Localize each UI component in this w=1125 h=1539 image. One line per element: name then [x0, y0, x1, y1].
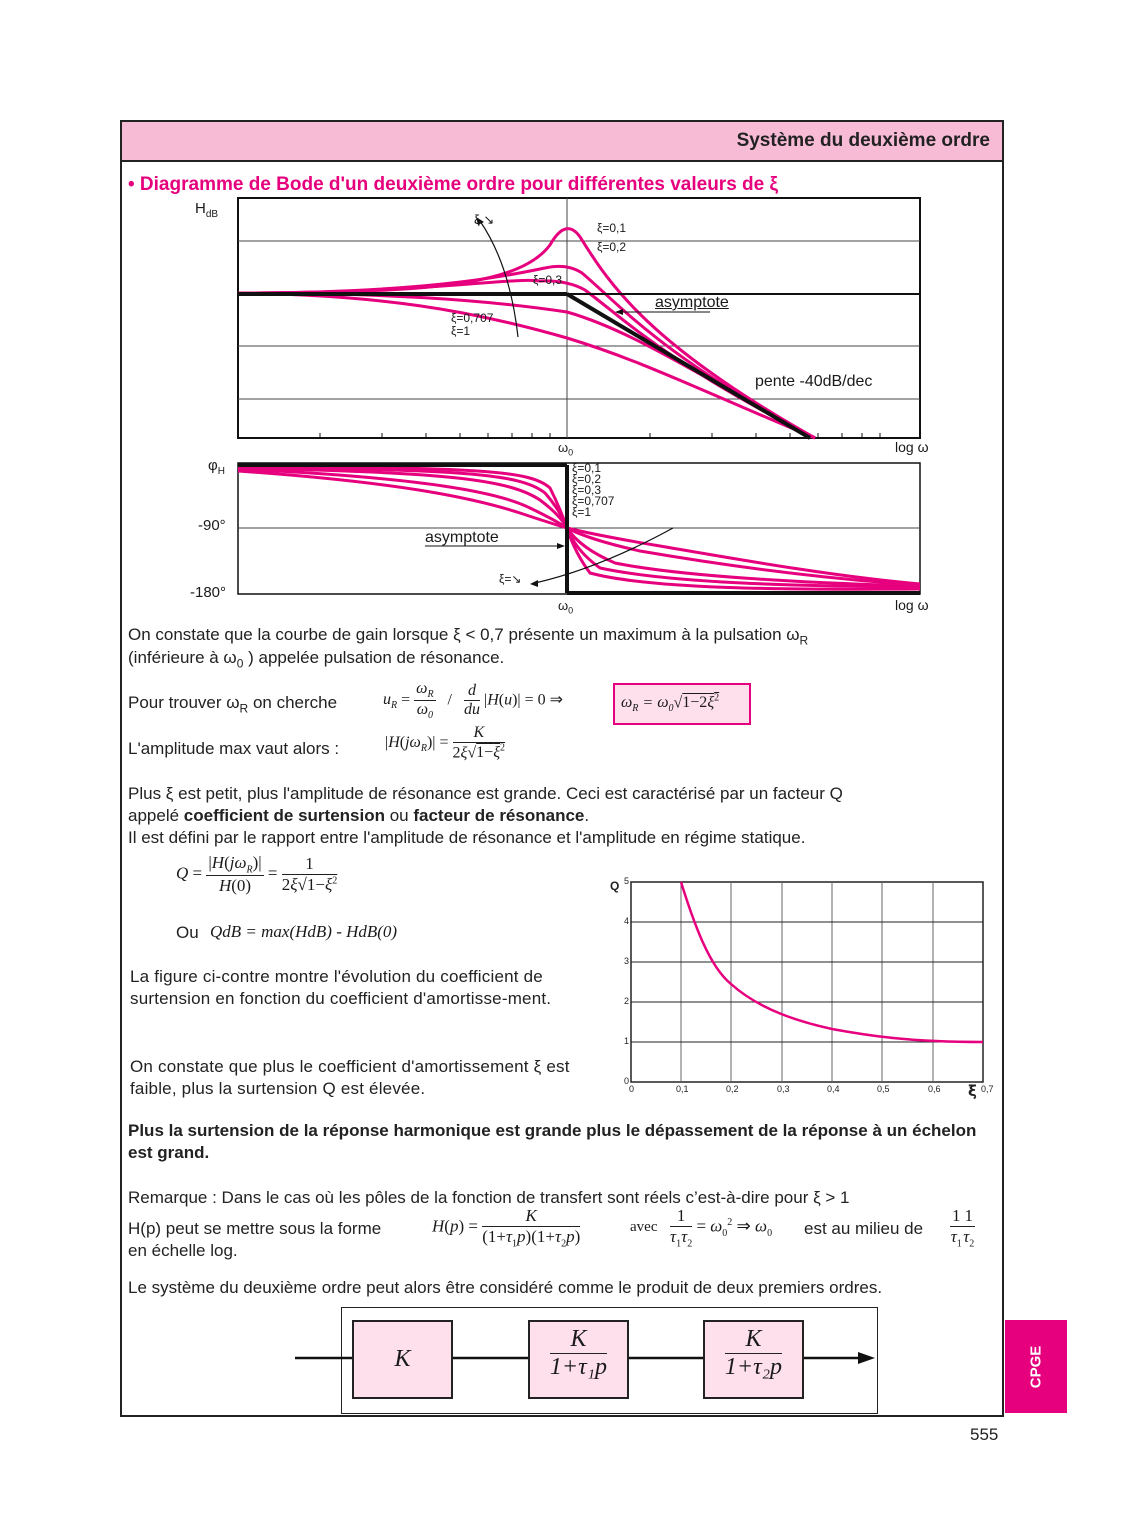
para-resonance-2: (inférieure à $\omega_0$ ) appelée pulsation de résonance.: [128, 648, 505, 671]
para-damping-observation: On constate que plus le coefficient d'amortissement ξ est faible, plus la surtension Q est élevée.: [130, 1057, 570, 1098]
formula-taus: $\frac{1}{\tau_1}$ $\frac{1}{\tau_2}$: [950, 1206, 975, 1250]
remark-milieu: est au milieu de: [804, 1219, 924, 1238]
svg-text:0,1: 0,1: [676, 1084, 689, 1094]
remark-avec: avec: [630, 1219, 658, 1235]
phase-tick-90: -90°: [198, 517, 226, 534]
para-surtension-conclusion: Plus la surtension de la réponse harmonique est grande plus le dépassement de la réponse à un échelon est grand.: [128, 1121, 977, 1162]
phase-tick-180: -180°: [190, 584, 227, 601]
gain-xlabel: log ω: [895, 439, 929, 455]
svg-text:Q: Q: [610, 879, 620, 893]
formula-omega0: $\frac{1}{\tau_1\tau_2}$ = $\omega_0^2$ ⇒ $\omega_0$: [670, 1206, 773, 1250]
block-first-order-2: $\frac{K}{\text{1+τ₂p}}$: [703, 1320, 804, 1399]
phase-ylabel: $\varphi_H$: [208, 457, 225, 477]
gain-omega0-label: $\omega_0$: [558, 440, 574, 458]
svg-text:0: 0: [629, 1084, 635, 1094]
formula-qdb: QdB = max(HdB) - HdB(0): [210, 922, 398, 941]
formula-q: Q = $\frac{|H(j\omega_R)|}{H(0)}$ = $\frac{1}{2\xi√1-\xi^2}$: [176, 853, 338, 896]
svg-text:0,3: 0,3: [777, 1084, 790, 1094]
svg-text:0,7: 0,7: [981, 1084, 994, 1094]
phase-omega0-label: $\omega_0$: [558, 598, 574, 616]
svg-text:0,4: 0,4: [827, 1084, 840, 1094]
formula-hp: H(p) = $\frac{K}{(1+\tau_1p)(1+\tau_2p)}$: [432, 1206, 581, 1250]
gain-label-xi-0-2: ξ=0,2: [597, 240, 627, 254]
side-tab-cpge: CPGE: [1005, 1320, 1067, 1413]
para-resonance-1: On constate que la courbe de gain lorsque ξ < 0,7 présente un maximum à la pulsation $\omega_R$: [128, 625, 809, 648]
qdb-prefix: Ou: [176, 923, 199, 942]
para-amplitude-max: L'amplitude max vaut alors :: [128, 739, 340, 758]
formula-find-omega: $u_R$ = $\frac{\omega_R}{\omega_0}$ / $\frac{d}{du}$ |H(u)| = 0 ⇒: [383, 680, 564, 722]
svg-text:0,2: 0,2: [726, 1084, 739, 1094]
gain-label-xi-0-3: ξ=0,3: [533, 273, 563, 287]
gain-label-xi-1: ξ=1: [451, 324, 471, 338]
svg-text:1: 1: [624, 1036, 630, 1046]
para-remark-form: H(p) peut se mettre sous la forme: [128, 1219, 382, 1238]
phase-asymptote-label: asymptote: [425, 529, 499, 546]
gain-trend-label: ξ ↘: [474, 212, 495, 227]
gain-slope-label: pente -40dB/dec: [755, 373, 873, 390]
page-number: 555: [970, 1425, 999, 1444]
svg-text:5: 5: [624, 876, 630, 886]
phase-xlabel: log ω: [895, 597, 929, 613]
svg-text:0,5: 0,5: [877, 1084, 890, 1094]
svg-text:0: 0: [624, 1076, 630, 1086]
gain-plot: [230, 195, 930, 465]
q-chart: [600, 872, 1000, 1100]
remark-echelle-log: en échelle log.: [128, 1241, 238, 1260]
header-title: Système du deuxième ordre: [736, 130, 990, 151]
formula-amplitude-max: $|H(j\omega_R)|$ = $\frac{K}{2\xi√1-\xi^2}$: [385, 724, 506, 762]
header-band: [122, 122, 1002, 162]
svg-text:3: 3: [624, 956, 630, 966]
gain-asymptote-label: asymptote: [655, 294, 729, 311]
gain-label-xi-0-1: ξ=0,1: [597, 221, 627, 235]
block-first-order-1: $\frac{K}{\text{1+τ₁p}}$: [528, 1320, 629, 1399]
gain-ylabel: $H_{dB}$: [195, 200, 219, 220]
phase-curve-labels: ξ=0,1 ξ=0,2 ξ=0,3 ξ=0,707 ξ=1: [572, 461, 615, 519]
para-figure-description: La figure ci-contre montre l'évolution du coefficient de surtension en fonction du coefficient d'amortisse-ment.: [130, 967, 552, 1008]
svg-text:2: 2: [624, 996, 630, 1006]
para-q-factor: Plus ξ est petit, plus l'amplitude de résonance est grande. Ceci est caractérisé par un facteur Q appelé coefficient de surtension ou facteur de résonance. Il est défini par le rapport entre l'amplitude de résonance et l'amplitude en régime statique.: [128, 784, 843, 847]
svg-text:4: 4: [624, 916, 630, 926]
section-title: • Diagramme de Bode d'un deuxième ordre pour différentes valeurs de ξ: [128, 174, 778, 195]
para-remark: Remarque : Dans le cas où les pôles de la fonction de transfert sont réels c’est-à-dire pour ξ > 1: [128, 1188, 850, 1207]
svg-text:ξ: ξ: [968, 1082, 977, 1100]
phase-trend-label: ξ=↘: [499, 572, 522, 586]
omega-r-result-box: $\omega_R = \omega_0√1-2\xi^2$: [613, 683, 751, 725]
svg-text:0,6: 0,6: [928, 1084, 941, 1094]
gain-label-xi-0-707: ξ=0,707: [451, 311, 494, 325]
para-find-omega: Pour trouver $\omega_R$ on cherche: [128, 693, 338, 716]
para-product-first-order: Le système du deuxième ordre peut alors être considéré comme le produit de deux premiers ordres.: [128, 1278, 883, 1297]
block-gain-k: K: [352, 1320, 453, 1399]
